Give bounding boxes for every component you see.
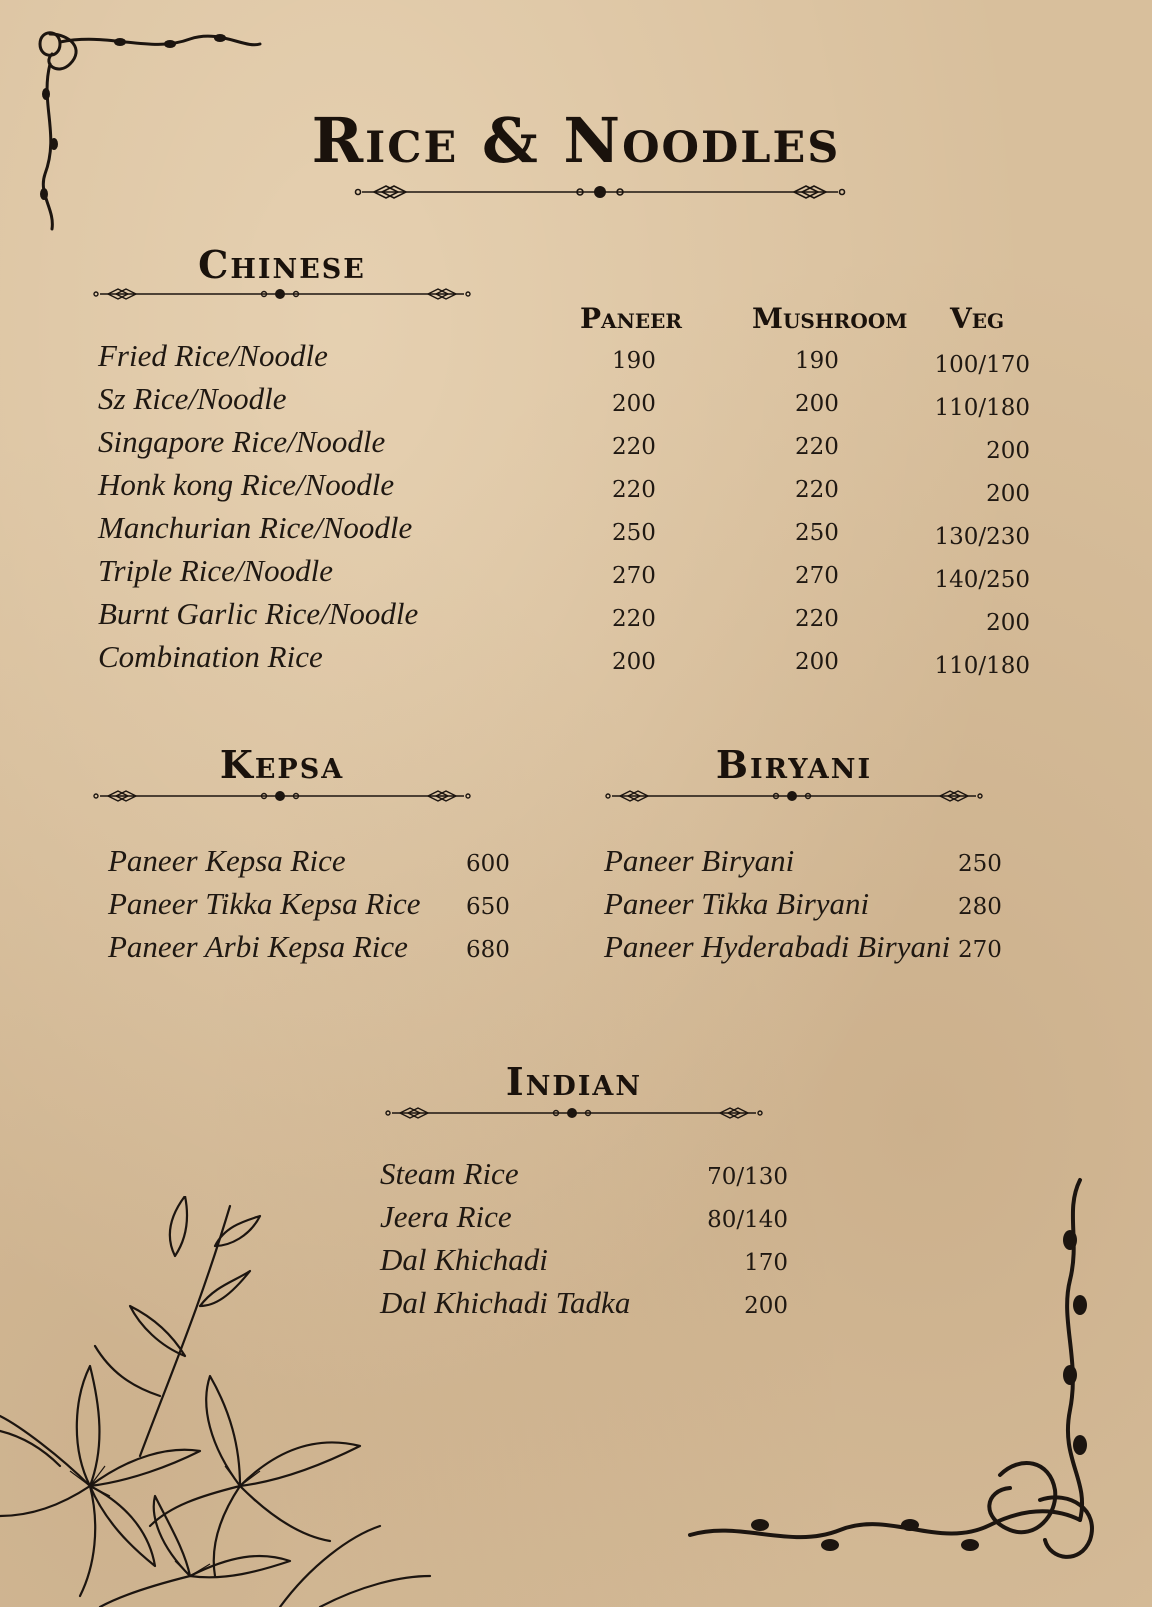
list-item: Jeera Rice <box>380 1199 512 1234</box>
list-item: Honk kong Rice/Noodle <box>98 467 395 502</box>
price-mushroom: 200 <box>795 649 839 675</box>
price-paneer: 250 <box>612 520 656 546</box>
price-veg: 200 <box>986 610 1030 636</box>
divider-ornament-icon <box>352 178 848 206</box>
list-item: Fried Rice/Noodle <box>98 338 328 373</box>
price-paneer: 220 <box>612 606 656 632</box>
price-paneer: 270 <box>612 563 656 589</box>
price-paneer: 200 <box>612 391 656 417</box>
price: 280 <box>958 894 1002 920</box>
column-header-veg: Veg <box>950 302 1005 335</box>
price: 250 <box>958 851 1002 877</box>
list-item: Dal Khichadi Tadka <box>380 1285 631 1320</box>
vine-corner-icon <box>680 1170 1120 1570</box>
price-mushroom: 220 <box>795 434 839 460</box>
price: 600 <box>466 851 510 877</box>
list-item: Dal Khichadi <box>380 1242 548 1277</box>
list-item: Sz Rice/Noodle <box>98 381 287 416</box>
price: 70/130 <box>707 1164 788 1190</box>
price-paneer: 190 <box>612 348 656 374</box>
divider-ornament-icon <box>384 1101 764 1125</box>
list-item: Paneer Arbi Kepsa Rice <box>108 929 408 964</box>
list-item: Paneer Tikka Kepsa Rice <box>108 886 421 921</box>
price-mushroom: 270 <box>795 563 839 589</box>
price-veg: 140/250 <box>934 567 1030 593</box>
divider-ornament-icon <box>92 784 472 808</box>
list-item: Combination Rice <box>98 639 323 674</box>
price-mushroom: 220 <box>795 606 839 632</box>
price-mushroom: 190 <box>795 348 839 374</box>
section-heading-biryani: Biryani <box>715 742 873 787</box>
price-paneer: 200 <box>612 649 656 675</box>
page-title: Rice & Noodles <box>311 104 841 177</box>
price-paneer: 220 <box>612 434 656 460</box>
divider-ornament-icon <box>604 784 984 808</box>
list-item: Triple Rice/Noodle <box>98 553 334 588</box>
list-item: Steam Rice <box>380 1156 519 1191</box>
price: 650 <box>466 894 510 920</box>
divider-ornament-icon <box>92 282 472 306</box>
list-item: Burnt Garlic Rice/Noodle <box>98 596 419 631</box>
price-veg: 200 <box>986 438 1030 464</box>
section-heading-chinese: Chinese <box>198 242 366 287</box>
list-item: Singapore Rice/Noodle <box>98 424 386 459</box>
column-header-mushroom: Mushroom <box>752 302 908 335</box>
price: 270 <box>958 937 1002 963</box>
price-veg: 110/180 <box>934 395 1030 421</box>
list-item: Paneer Kepsa Rice <box>108 843 346 878</box>
price-mushroom: 220 <box>795 477 839 503</box>
price-veg: 200 <box>986 481 1030 507</box>
price-mushroom: 200 <box>795 391 839 417</box>
price: 170 <box>744 1250 788 1276</box>
price-veg: 110/180 <box>934 653 1030 679</box>
price-veg: 100/170 <box>934 352 1030 378</box>
list-item: Paneer Biryani <box>604 843 795 878</box>
lily-flowers-icon <box>0 1196 440 1607</box>
column-header-paneer: Paneer <box>580 302 682 335</box>
price-veg: 130/230 <box>934 524 1030 550</box>
price: 80/140 <box>707 1207 788 1233</box>
section-heading-indian: Indian <box>505 1059 643 1104</box>
list-item: Paneer Tikka Biryani <box>604 886 870 921</box>
price-paneer: 220 <box>612 477 656 503</box>
list-item: Manchurian Rice/Noodle <box>98 510 413 545</box>
section-heading-kepsa: Kepsa <box>219 742 345 787</box>
price: 680 <box>466 937 510 963</box>
price: 200 <box>744 1293 788 1319</box>
list-item: Paneer Hyderabadi Biryani <box>604 929 951 964</box>
price-mushroom: 250 <box>795 520 839 546</box>
